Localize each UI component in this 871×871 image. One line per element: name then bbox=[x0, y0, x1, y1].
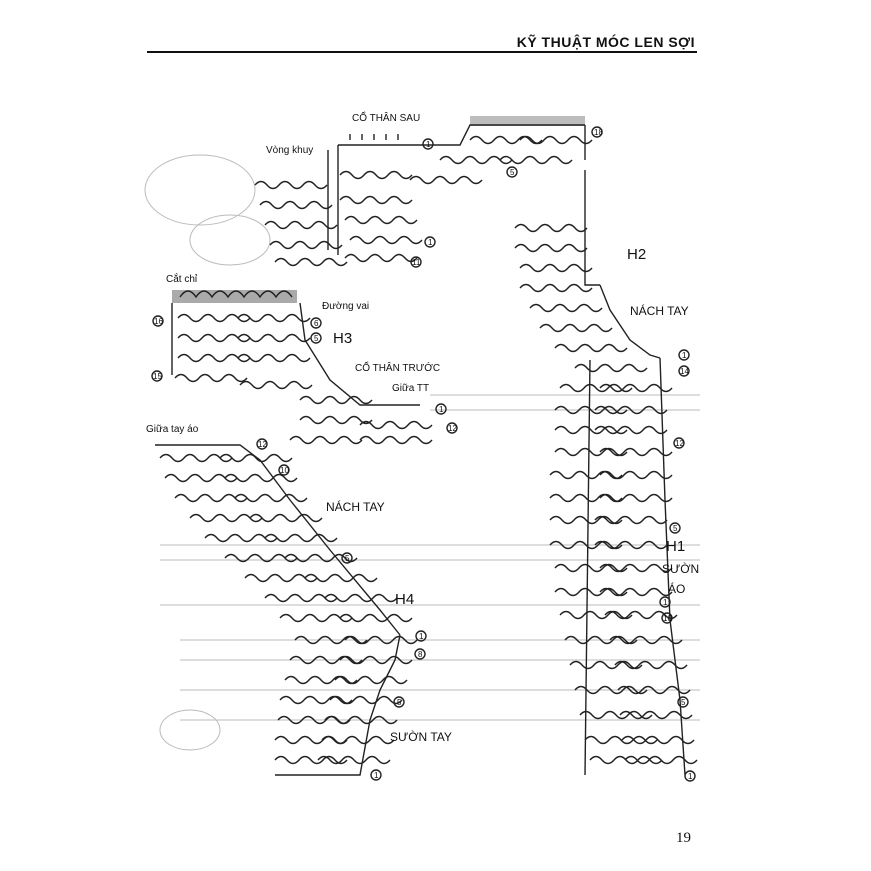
svg-text:6: 6 bbox=[314, 319, 319, 328]
svg-text:5: 5 bbox=[510, 168, 515, 177]
piece-h2-label: H2 bbox=[627, 246, 647, 263]
row-marker bbox=[152, 371, 162, 381]
svg-text:1: 1 bbox=[428, 238, 433, 247]
front-neck-label: CỔ THÂN TRƯỚC bbox=[355, 363, 441, 374]
svg-text:10: 10 bbox=[280, 466, 289, 475]
row-marker bbox=[415, 649, 425, 659]
svg-text:12: 12 bbox=[675, 439, 684, 448]
sleeve-piece bbox=[155, 445, 417, 775]
bleed-through-texture bbox=[145, 155, 700, 750]
svg-text:16: 16 bbox=[154, 317, 163, 326]
page-number: 19 bbox=[676, 830, 691, 846]
svg-text:18: 18 bbox=[594, 128, 603, 137]
row-marker bbox=[679, 350, 689, 360]
svg-text:1: 1 bbox=[419, 632, 424, 641]
row-marker bbox=[257, 439, 267, 449]
svg-text:12: 12 bbox=[448, 424, 457, 433]
running-header: KỸ THUẬT MÓC LEN SỢI bbox=[516, 34, 695, 50]
center-front-label: Giữa TT bbox=[392, 383, 430, 394]
buttonhole-loop-label: Vòng khuy bbox=[266, 145, 314, 156]
shoulder-line-label: Đường vai bbox=[322, 301, 370, 312]
svg-text:1: 1 bbox=[663, 598, 668, 607]
svg-text:8: 8 bbox=[418, 650, 423, 659]
svg-text:5: 5 bbox=[673, 524, 678, 533]
sleeve-center-label: Giữa tay áo bbox=[146, 424, 199, 435]
svg-text:1: 1 bbox=[374, 771, 379, 780]
svg-text:14: 14 bbox=[680, 367, 689, 376]
svg-text:1: 1 bbox=[688, 772, 693, 781]
row-marker bbox=[670, 523, 680, 533]
row-marker bbox=[423, 139, 433, 149]
row-marker bbox=[674, 438, 684, 448]
svg-text:11: 11 bbox=[412, 258, 421, 267]
svg-text:1: 1 bbox=[426, 140, 431, 149]
armhole-left-label: NÁCH TAY bbox=[326, 500, 385, 514]
row-marker bbox=[685, 771, 695, 781]
sleeve-seam-label: SƯỜN TAY bbox=[390, 730, 452, 744]
svg-text:5: 5 bbox=[314, 334, 319, 343]
row-marker bbox=[371, 770, 381, 780]
row-marker bbox=[342, 553, 352, 563]
row-marker bbox=[660, 597, 670, 607]
svg-text:5: 5 bbox=[345, 554, 350, 563]
svg-text:1: 1 bbox=[439, 405, 444, 414]
svg-text:15: 15 bbox=[153, 372, 162, 381]
svg-text:12: 12 bbox=[258, 440, 267, 449]
row-marker bbox=[394, 697, 404, 707]
side-seam-label: SƯỜN bbox=[662, 562, 700, 576]
row-marker bbox=[447, 423, 457, 433]
row-marker bbox=[662, 613, 672, 623]
row-marker bbox=[425, 237, 435, 247]
svg-text:10: 10 bbox=[663, 614, 672, 623]
row-marker bbox=[311, 318, 321, 328]
piece-h1-label: H1 bbox=[666, 538, 686, 555]
shirt-label: ÁO bbox=[668, 582, 686, 596]
back-neck-label: CỔ THÂN SAU bbox=[352, 113, 421, 124]
row-marker bbox=[411, 257, 421, 267]
cut-thread-label: Cắt chỉ bbox=[166, 274, 198, 285]
row-marker bbox=[279, 465, 289, 475]
piece-h3-label: H3 bbox=[333, 330, 353, 347]
piece-h4-label: H4 bbox=[395, 591, 415, 608]
row-marker bbox=[436, 404, 446, 414]
armhole-right-label: NÁCH TAY bbox=[630, 304, 689, 318]
svg-text:5: 5 bbox=[681, 698, 686, 707]
svg-text:5: 5 bbox=[397, 698, 402, 707]
row-marker bbox=[311, 333, 321, 343]
row-marker bbox=[592, 127, 603, 137]
svg-text:1: 1 bbox=[682, 351, 687, 360]
row-marker bbox=[679, 366, 689, 376]
row-marker bbox=[416, 631, 426, 641]
row-marker bbox=[507, 167, 517, 177]
row-marker bbox=[153, 316, 163, 326]
